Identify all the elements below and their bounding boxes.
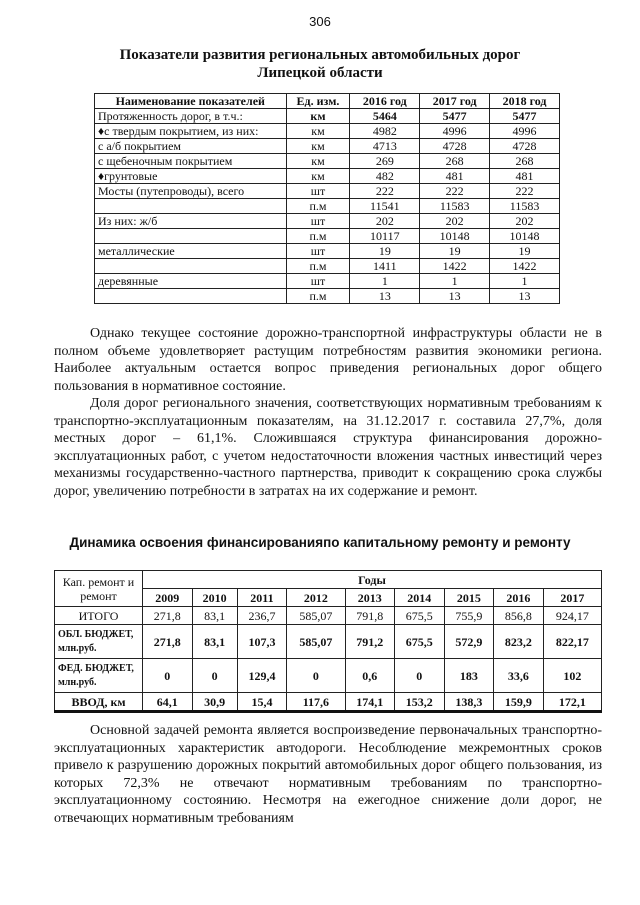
year-header: 2011 <box>237 589 287 607</box>
year-header: 2010 <box>192 589 237 607</box>
row-value-2018: 1422 <box>490 259 560 274</box>
row-unit: шт <box>286 214 350 229</box>
row-label: ВВОД, км <box>55 693 143 712</box>
row-value: 15,4 <box>237 693 287 712</box>
row-value-2016: 269 <box>350 154 420 169</box>
year-header: 2017 <box>543 589 601 607</box>
row-value-2018: 13 <box>490 289 560 304</box>
table-header-row <box>55 571 602 589</box>
table2-title: Динамика освоения финансированияпо капитальному ремонту и ремонту <box>69 535 571 550</box>
row-value-2017: 4728 <box>420 139 490 154</box>
table-row <box>95 274 560 289</box>
row-label: ОБЛ. БЮДЖЕТ, млн.руб. <box>55 625 143 659</box>
row-unit: п.м <box>286 199 350 214</box>
col-header-name: Наименование показателей <box>95 94 287 109</box>
row-name <box>95 259 287 274</box>
row-value-2017: 13 <box>420 289 490 304</box>
row-value-2017: 268 <box>420 154 490 169</box>
row-value: 83,1 <box>192 625 237 659</box>
row-value-2016: 10117 <box>350 229 420 244</box>
row-value-2018: 19 <box>490 244 560 259</box>
row-value: 0,6 <box>345 659 395 693</box>
row-unit: шт <box>286 244 350 259</box>
col-header-unit: Ед. изм. <box>286 94 350 109</box>
table-row <box>95 124 560 139</box>
year-header: 2016 <box>494 589 544 607</box>
years-label: Годы <box>143 571 602 589</box>
row-value-2018: 268 <box>490 154 560 169</box>
table-row <box>55 625 602 659</box>
row-value-2018: 4996 <box>490 124 560 139</box>
row-unit: шт <box>286 274 350 289</box>
table-row <box>95 199 560 214</box>
row-unit: км <box>286 109 350 124</box>
table-row <box>95 109 560 124</box>
col-header-2017: 2017 год <box>420 94 490 109</box>
row-value-2018: 1 <box>490 274 560 289</box>
row-value: 572,9 <box>444 625 494 659</box>
paragraph-3: Основной задачей ремонта является воспроизведение первоначальных транспортно-эксплуатационных характеристик автодороги. Несоблюдение межремонтных сроков привело к разрушению дорожных покрытий автомобильных дорог общего пользования, из которых 72,3% не отвечают нормативным требованиям по транспортно-эксплуатационному состоянию. Несмотря на ежегодное снижение доли дорог, не отвечающих нормативным требованиям <box>54 723 602 826</box>
table-row <box>95 184 560 199</box>
row-name: ♦с твердым покрытием, из них: <box>95 124 287 139</box>
row-value: 822,17 <box>543 625 601 659</box>
row-value: 271,8 <box>143 607 193 625</box>
year-header: 2009 <box>143 589 193 607</box>
row-value: 30,9 <box>192 693 237 712</box>
row-value-2017: 4996 <box>420 124 490 139</box>
row-value-2016: 1 <box>350 274 420 289</box>
col-header-2016: 2016 год <box>350 94 420 109</box>
row-value-2018: 5477 <box>490 109 560 124</box>
year-header: 2014 <box>395 589 445 607</box>
year-header: 2012 <box>287 589 345 607</box>
row-value-2017: 11583 <box>420 199 490 214</box>
row-value-2018: 11583 <box>490 199 560 214</box>
table-row <box>95 229 560 244</box>
row-name: Из них: ж/б <box>95 214 287 229</box>
row-value: 675,5 <box>395 625 445 659</box>
row-name: ♦грунтовые <box>95 169 287 184</box>
row-value: 159,9 <box>494 693 544 712</box>
row-value: 236,7 <box>237 607 287 625</box>
row-value-2017: 202 <box>420 214 490 229</box>
table-row <box>95 169 560 184</box>
row-name <box>95 289 287 304</box>
table1-title <box>0 46 640 82</box>
row-value-2018: 10148 <box>490 229 560 244</box>
table-row <box>95 244 560 259</box>
row-value-2016: 11541 <box>350 199 420 214</box>
col-header-2018: 2018 год <box>490 94 560 109</box>
row-value: 174,1 <box>345 693 395 712</box>
row-unit: п.м <box>286 289 350 304</box>
table-row <box>95 259 560 274</box>
row-value: 153,2 <box>395 693 445 712</box>
row-value-2018: 4728 <box>490 139 560 154</box>
row-value-2016: 4713 <box>350 139 420 154</box>
row-label: ФЕД. БЮДЖЕТ, млн.руб. <box>55 659 143 693</box>
row-value-2016: 1411 <box>350 259 420 274</box>
table-row <box>55 693 602 712</box>
row-value: 271,8 <box>143 625 193 659</box>
paragraph-2: Доля дорог регионального значения, соответствующих нормативным требованиям к транспортно-эксплуатационным показателям, на 31.12.2017 г. составила 27,7%, доля местных дорог – 61,1%. Сложившаяся структура финансирования дорожно-эксплуатационных работ, с учетом недостаточности вложения частных инвестиций через механизмы государственно-частного партнерства, приводит к сокращению срока службы дорог, увеличению потребности в затратах на их содержание и ремонт. <box>54 396 602 499</box>
row-value: 0 <box>287 659 345 693</box>
road-indicators-table <box>94 93 560 304</box>
table1-title-line1: Показатели развития региональных автомобильных дорог <box>119 47 521 63</box>
row-value: 183 <box>444 659 494 693</box>
row-value-2016: 5464 <box>350 109 420 124</box>
year-header: 2013 <box>345 589 395 607</box>
row-value: 129,4 <box>237 659 287 693</box>
row-value: 64,1 <box>143 693 193 712</box>
table-row <box>55 659 602 693</box>
page-number: 306 <box>309 14 331 29</box>
row-label: ИТОГО <box>55 607 143 625</box>
table-header-row <box>95 94 560 109</box>
row-value: 0 <box>192 659 237 693</box>
repair-financing-table <box>54 570 602 713</box>
row-name: Протяженность дорог, в т.ч.: <box>95 109 287 124</box>
row-name <box>95 199 287 214</box>
row-unit: км <box>286 124 350 139</box>
row-value: 924,17 <box>543 607 601 625</box>
row-value: 83,1 <box>192 607 237 625</box>
row-unit: шт <box>286 184 350 199</box>
row-value-2018: 202 <box>490 214 560 229</box>
row-value-2017: 5477 <box>420 109 490 124</box>
row-value-2016: 4982 <box>350 124 420 139</box>
row-value-2017: 222 <box>420 184 490 199</box>
row-value-2018: 222 <box>490 184 560 199</box>
row-value: 585,07 <box>287 625 345 659</box>
row-value: 102 <box>543 659 601 693</box>
row-value: 0 <box>395 659 445 693</box>
row-value-2017: 1 <box>420 274 490 289</box>
paragraph-1: Однако текущее состояние дорожно-транспортной инфраструктуры области не в полном объеме удовлетворяет растущим потребностям развития экономики региона. Наиболее актуальным остается вопрос приведения региональных дорог общего пользования в нормативное состояние. <box>54 326 602 394</box>
row-value: 856,8 <box>494 607 544 625</box>
table-row <box>95 289 560 304</box>
table-row <box>55 607 602 625</box>
table-row <box>95 214 560 229</box>
row-value: 33,6 <box>494 659 544 693</box>
row-value-2016: 19 <box>350 244 420 259</box>
row-name: с щебеночным покрытием <box>95 154 287 169</box>
row-value-2016: 222 <box>350 184 420 199</box>
row-value: 823,2 <box>494 625 544 659</box>
year-header: 2015 <box>444 589 494 607</box>
row-unit: км <box>286 139 350 154</box>
row-unit: п.м <box>286 229 350 244</box>
table1-title-line2: Липецкой области <box>257 65 383 81</box>
row-value: 107,3 <box>237 625 287 659</box>
row-value: 117,6 <box>287 693 345 712</box>
row-unit: п.м <box>286 259 350 274</box>
row-value: 172,1 <box>543 693 601 712</box>
row-value: 675,5 <box>395 607 445 625</box>
row-value: 755,9 <box>444 607 494 625</box>
row-value-2016: 202 <box>350 214 420 229</box>
row-name: деревянные <box>95 274 287 289</box>
row-value-2017: 10148 <box>420 229 490 244</box>
row-value-2016: 13 <box>350 289 420 304</box>
row-value: 138,3 <box>444 693 494 712</box>
row-name: с а/б покрытием <box>95 139 287 154</box>
row-value: 791,8 <box>345 607 395 625</box>
row-unit: км <box>286 154 350 169</box>
row-name: Мосты (путепроводы), всего <box>95 184 287 199</box>
row-name <box>95 229 287 244</box>
corner-label: Кап. ремонт и ремонт <box>55 571 143 607</box>
row-value-2017: 481 <box>420 169 490 184</box>
row-unit: км <box>286 169 350 184</box>
row-value: 791,2 <box>345 625 395 659</box>
table-row <box>95 139 560 154</box>
row-value-2018: 481 <box>490 169 560 184</box>
row-value: 585,07 <box>287 607 345 625</box>
table-row <box>95 154 560 169</box>
row-value-2017: 19 <box>420 244 490 259</box>
row-name: металлические <box>95 244 287 259</box>
row-value: 0 <box>143 659 193 693</box>
row-value-2016: 482 <box>350 169 420 184</box>
row-value-2017: 1422 <box>420 259 490 274</box>
